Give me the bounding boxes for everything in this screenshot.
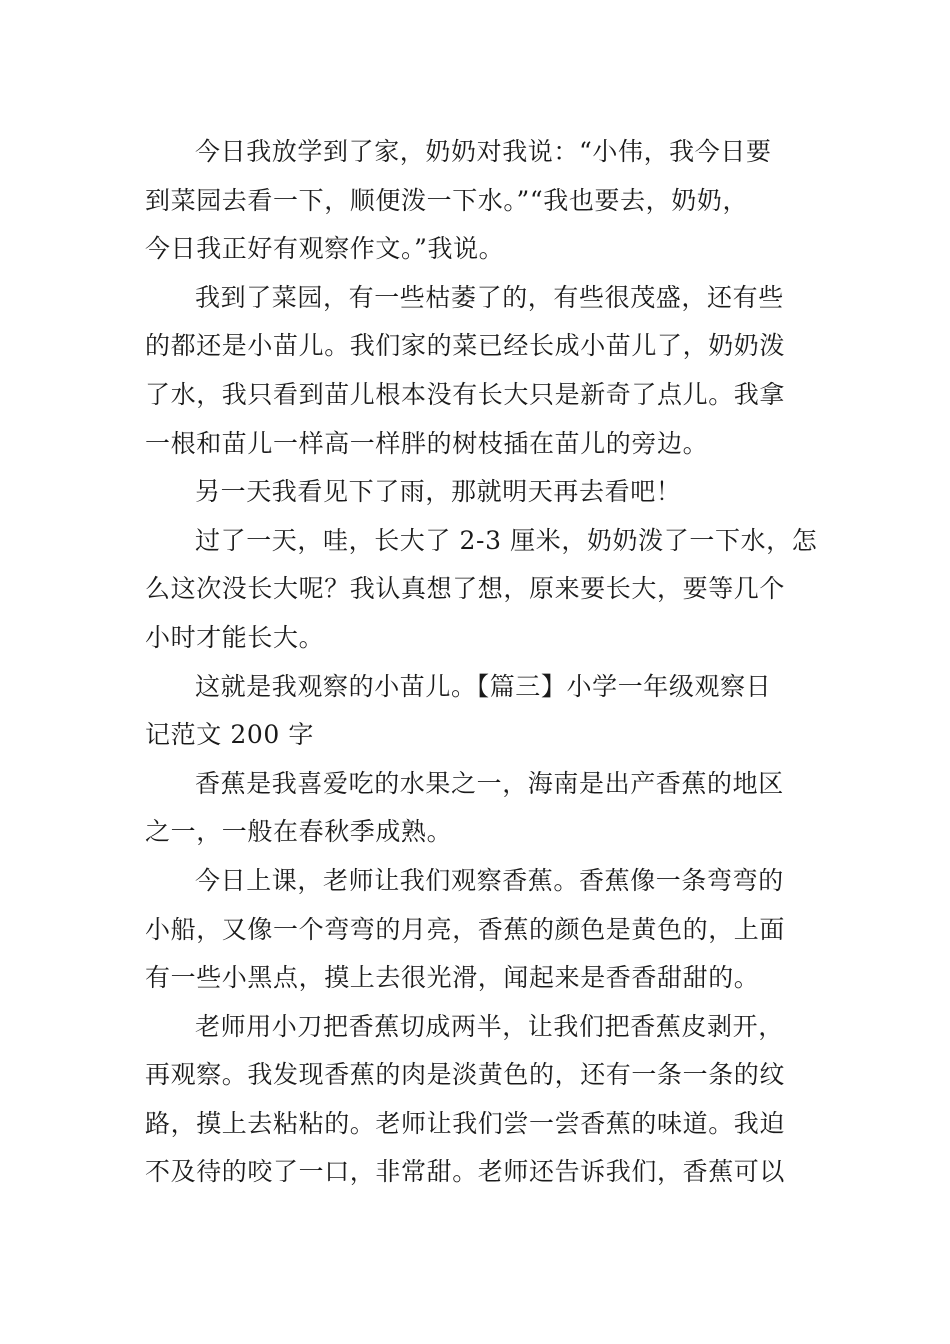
paragraph-line: 小时才能长大。 bbox=[145, 622, 325, 652]
paragraph bbox=[145, 760, 807, 857]
paragraph-line: 我到了菜园，有一些枯萎了的，有些很茂盛，还有些 bbox=[195, 282, 784, 312]
paragraph-line: 到菜园去看一下，顺便泼一下水。”“我也要去，奶奶， bbox=[145, 185, 749, 215]
paragraph-line: 过了一天，哇，长大了 2-3 厘米，奶奶泼了一下水，怎 bbox=[195, 525, 818, 555]
paragraph bbox=[145, 1003, 807, 1197]
paragraph bbox=[145, 857, 807, 1003]
paragraph-line: 么这次没长大呢？我认真想了想，原来要长大，要等几个 bbox=[145, 574, 786, 604]
paragraph-line: 记范文 200 字 bbox=[145, 720, 315, 750]
document-body bbox=[145, 128, 818, 1197]
paragraph-line: 的都还是小苗儿。我们家的菜已经长成小苗儿了，奶奶泼 bbox=[145, 331, 786, 361]
paragraph-line: 另一天我看见下了雨，那就明天再去看吧！ bbox=[195, 477, 682, 507]
paragraph bbox=[145, 517, 818, 663]
paragraph-line: 再观察。我发现香蕉的肉是淡黄色的，还有一条一条的纹 bbox=[145, 1060, 786, 1090]
paragraph-line: 不及待的咬了一口，非常甜。老师还告诉我们，香蕉可以 bbox=[145, 1157, 786, 1187]
paragraph-line: 一根和苗儿一样高一样胖的树枝插在苗儿的旁边。 bbox=[145, 428, 709, 458]
paragraph-line: 老师用小刀把香蕉切成两半，让我们把香蕉皮剥开， bbox=[195, 1011, 784, 1041]
paragraph bbox=[145, 663, 807, 760]
paragraph-line: 了水，我只看到苗儿根本没有长大只是新奇了点儿。我拿 bbox=[145, 379, 786, 409]
paragraph bbox=[145, 128, 807, 274]
paragraph-line: 之一，一般在春秋季成熟。 bbox=[145, 817, 453, 847]
paragraph-line: 这就是我观察的小苗儿。【篇三】小学一年级观察日 bbox=[195, 671, 772, 701]
paragraph-line: 今日我放学到了家，奶奶对我说：“小伟，我今日要 bbox=[195, 137, 772, 166]
paragraph bbox=[145, 274, 807, 468]
paragraph-line: 路，摸上去粘粘的。老师让我们尝一尝香蕉的味道。我迫 bbox=[145, 1108, 786, 1138]
paragraph-line: 小船，又像一个弯弯的月亮，香蕉的颜色是黄色的，上面 bbox=[145, 914, 786, 944]
paragraph bbox=[145, 468, 807, 517]
paragraph-line: 今日上课，老师让我们观察香蕉。香蕉像一条弯弯的 bbox=[195, 865, 784, 895]
paragraph-line: 有一些小黑点，摸上去很光滑，闻起来是香香甜甜的。 bbox=[145, 963, 760, 993]
paragraph-line: 香蕉是我喜爱吃的水果之一，海南是出产香蕉的地区 bbox=[195, 768, 784, 798]
paragraph-line: 今日我正好有观察作文。”我说。 bbox=[145, 234, 505, 264]
